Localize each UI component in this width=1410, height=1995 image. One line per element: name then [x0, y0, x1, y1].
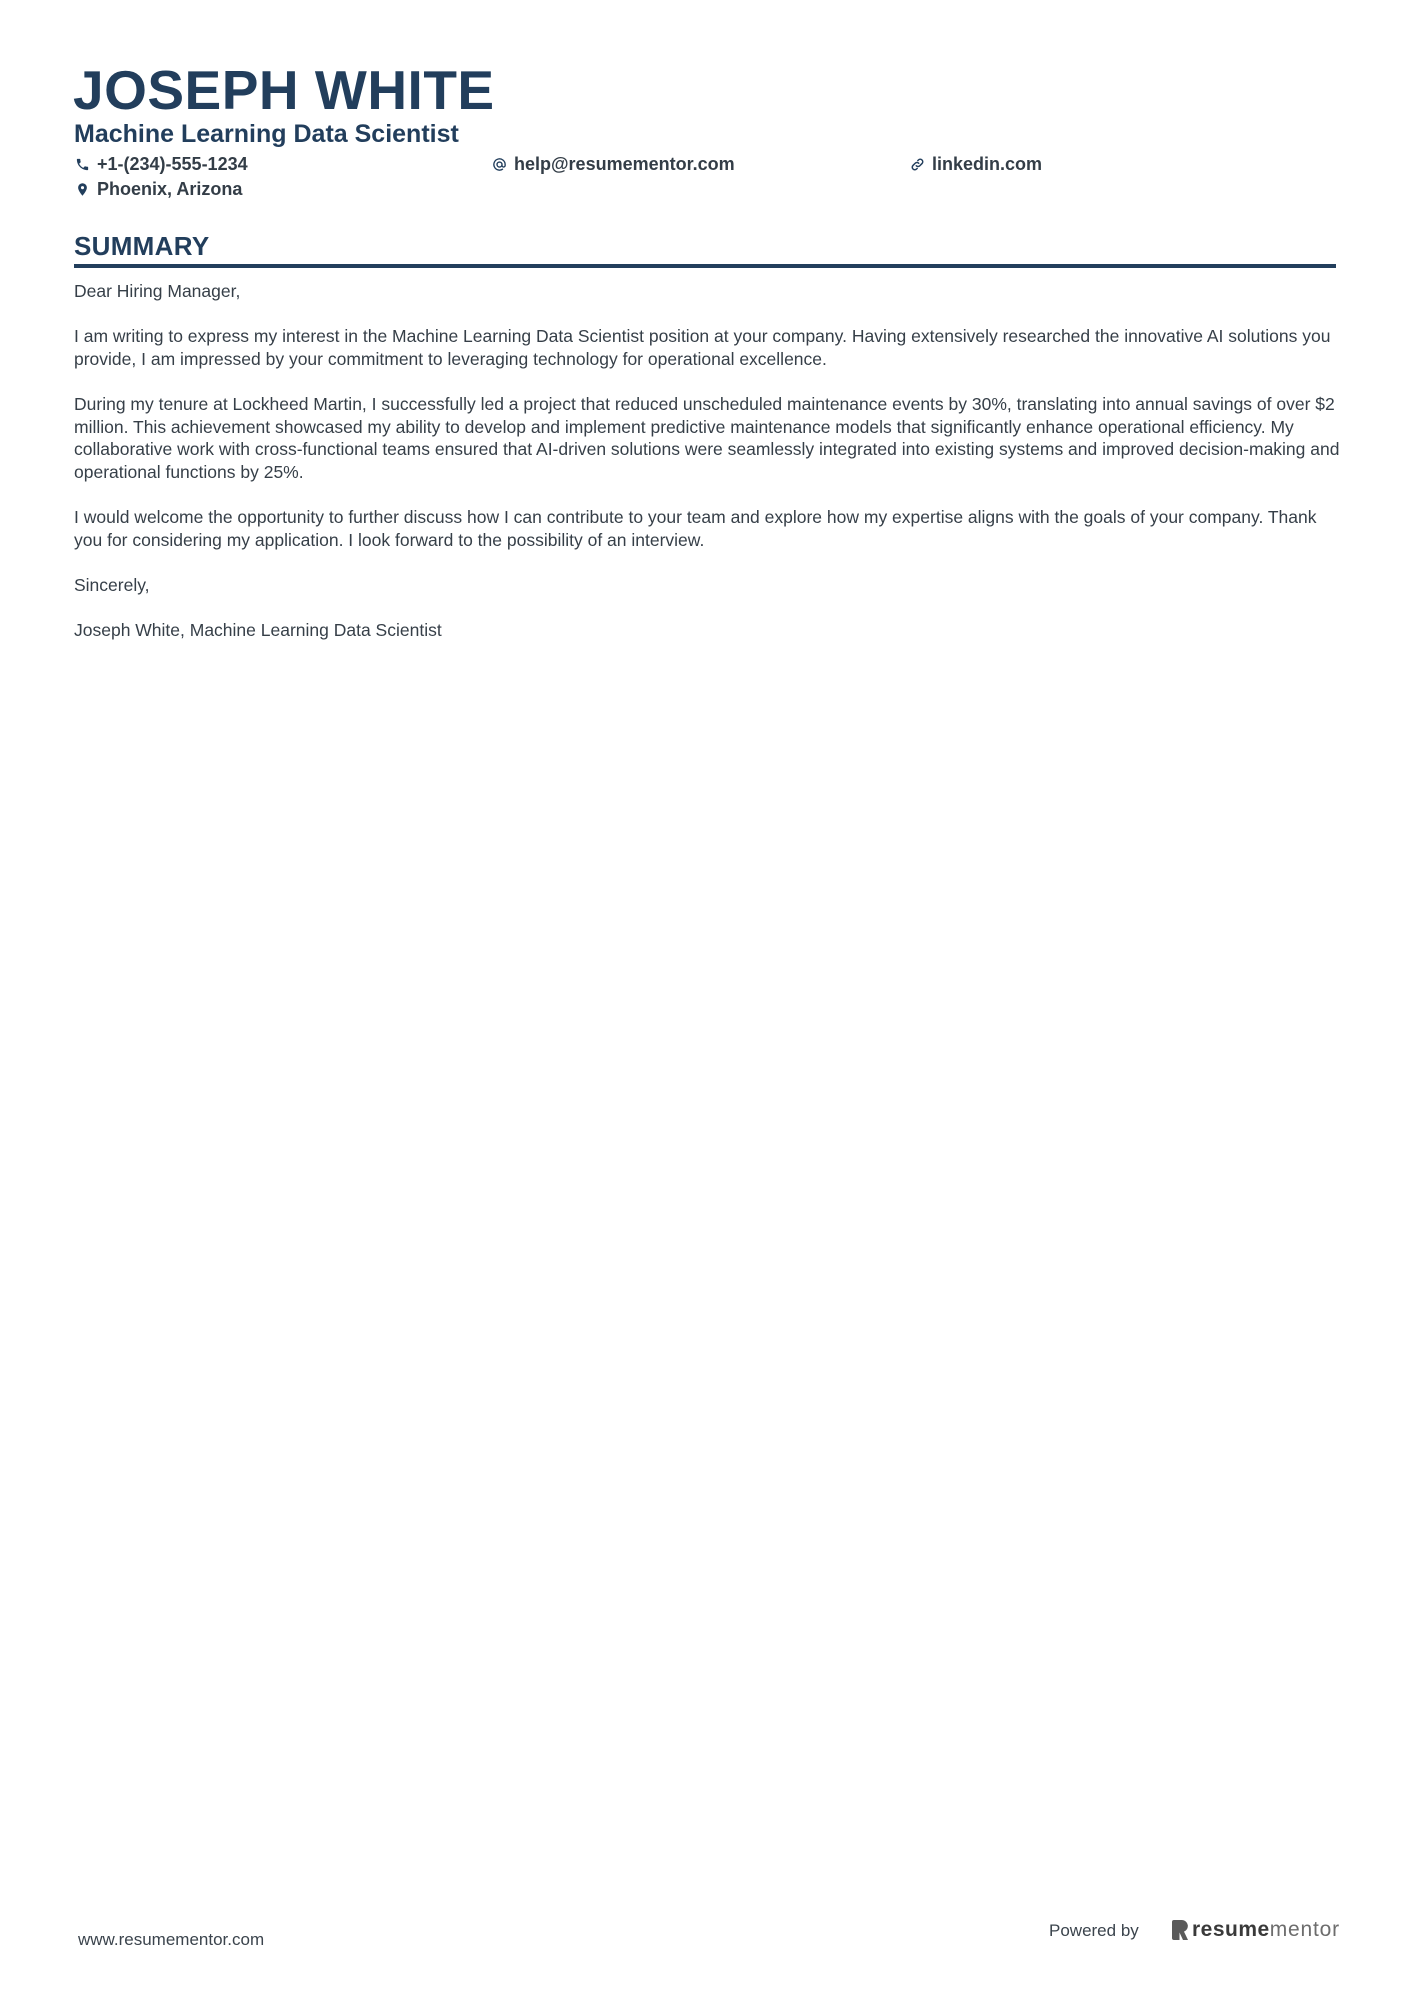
logo-text-resume: resume: [1192, 1918, 1270, 1941]
letter-paragraph: I would welcome the opportunity to further discuss how I can contribute to your team and explore how my expertise aligns with the goals of your company. Thank you for considering my application. I look forward to the possibility of an interview.: [74, 506, 1317, 550]
email-address[interactable]: help@resumementor.com: [514, 154, 735, 174]
powered-by-label: Powered by: [1049, 1921, 1139, 1940]
salutation: Dear Hiring Manager,: [74, 281, 241, 301]
letter-paragraph: During my tenure at Lockheed Martin, I successfully led a project that reduced unscheduled maintenance events by 30%, translating into annual savings of over $2 million. This achievement showcased my ability to develop and implement predictive maintenance models that significantly enhance operational efficiency. My collaborative work with cross-functional teams ensured that AI-driven solutions were seamlessly integrated into existing systems and improved decision-making and operational functions by 25%.: [74, 393, 1340, 482]
contact-location: [74, 178, 242, 200]
resumementor-logo[interactable]: [1172, 1918, 1340, 1942]
closing: Sincerely,: [74, 574, 150, 595]
candidate-name: JOSEPH WHITE: [73, 59, 495, 121]
resumementor-logo-icon: [1172, 1920, 1188, 1940]
at-icon: [491, 156, 507, 172]
map-pin-icon: [74, 181, 90, 197]
contact-phone: [74, 153, 248, 175]
phone-number: +1-(234)-555-1234: [97, 154, 248, 174]
summary-heading: SUMMARY: [74, 231, 210, 261]
letter-body: [74, 280, 1344, 664]
location-text: Phoenix, Arizona: [97, 179, 243, 199]
link-icon: [909, 156, 925, 172]
footer-website[interactable]: www.resumementor.com: [78, 1930, 265, 1949]
contact-email: [491, 153, 735, 175]
letter-paragraph: I am writing to express my interest in the Machine Learning Data Scientist position at your company. Having extensively researched the innovative AI solutions you provide, I am impressed by your commitment to leveraging technology for operational excellence.: [74, 326, 1331, 369]
job-title: Machine Learning Data Scientist: [74, 120, 459, 148]
phone-icon: [74, 156, 90, 172]
signature: Joseph White, Machine Learning Data Scientist: [74, 619, 442, 640]
logo-text-mentor: mentor: [1269, 1918, 1340, 1941]
website-link[interactable]: linkedin.com: [932, 154, 1043, 174]
section-divider: [74, 264, 1336, 268]
contact-website: [909, 153, 1042, 175]
